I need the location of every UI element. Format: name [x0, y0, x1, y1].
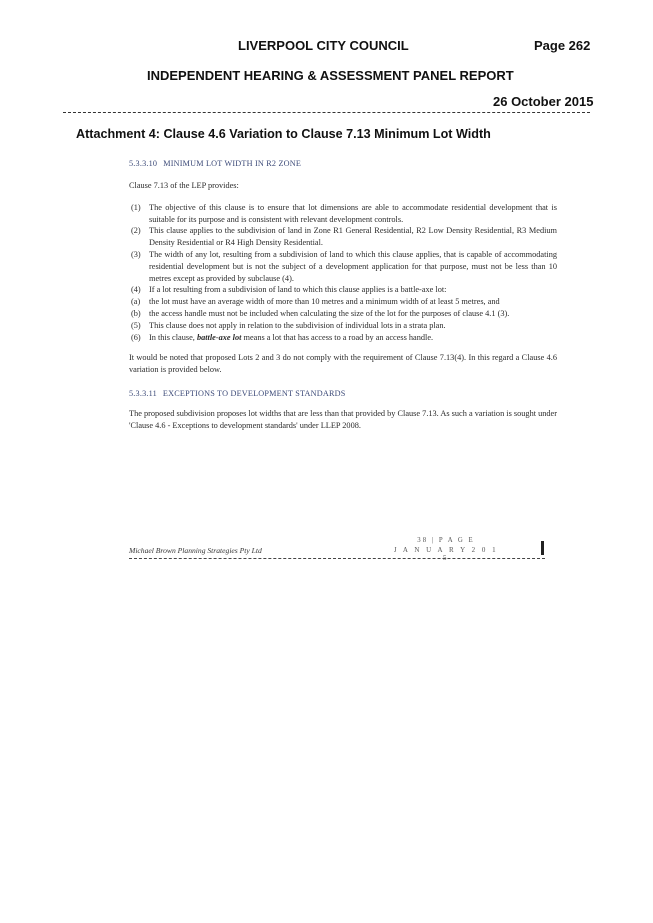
- excerpt-footer: [129, 536, 545, 562]
- section-title: MINIMUM LOT WIDTH IN R2 ZONE: [163, 159, 302, 168]
- item-text: This clause does not apply in relation to the subdivision of individual lots in a strata plan.: [149, 320, 446, 330]
- firm-name: Michael Brown Planning Strategies Pty Ltd: [129, 546, 262, 555]
- council-name: LIVERPOOL CITY COUNCIL: [238, 38, 409, 53]
- item-label: (5): [131, 320, 141, 330]
- section-heading: [129, 158, 557, 170]
- item-text: [149, 332, 557, 344]
- compliance-paragraph: It would be noted that proposed Lots 2 and 3 do not comply with the requirement of Clause 7.13(4). In this regard a Clause 4.6 variation is provided below.: [129, 353, 557, 375]
- item-label: (6): [131, 332, 141, 342]
- item-text: The objective of this clause is to ensure that lot dimensions are able to accommodate residential development that is suitable for its purpose and is consistent with relevant development controls.: [149, 202, 557, 224]
- section-title: EXCEPTIONS TO DEVELOPMENT STANDARDS: [162, 388, 346, 398]
- footer-date: J A N U A R Y 2 0 1 5: [393, 546, 499, 562]
- list-item: [129, 332, 557, 344]
- variation-paragraph: The proposed subdivision proposes lot widths that are less than that provided by Clause 7.13. As such a variation is sought under 'Clause 4.6 - Exceptions to development standards' under LLEP 2008.: [129, 408, 557, 430]
- header-divider: [63, 112, 590, 113]
- footer-page: 38 | P A G E: [417, 537, 475, 544]
- item-text: If a lot resulting from a subdivision of land to which this clause applies is a battle-axe lot:: [149, 285, 447, 295]
- intro-paragraph: Clause 7.13 of the LEP provides:: [129, 181, 239, 190]
- list-item: [129, 202, 557, 226]
- list-item: [129, 320, 557, 332]
- list-item: [129, 225, 557, 249]
- page-number: Page 262: [534, 38, 591, 53]
- list-item: [129, 284, 557, 296]
- defined-term: battle-axe lot: [196, 332, 242, 342]
- section-heading: [129, 388, 557, 400]
- item-label: (4): [131, 285, 141, 295]
- item-label: (b): [131, 308, 141, 318]
- item-text: the access handle must not be included when calculating the size of the lot for the purposes of clause 4.1 (3).: [149, 308, 510, 318]
- definition-lead: In this clause,: [149, 332, 197, 342]
- section-number: 5.3.3.10: [129, 159, 158, 168]
- report-title: INDEPENDENT HEARING & ASSESSMENT PANEL REPORT: [147, 68, 514, 83]
- item-label: (1): [131, 202, 141, 212]
- footer-mark: [541, 541, 544, 555]
- list-item: [129, 249, 557, 284]
- section-number: 5.3.3.11: [129, 388, 157, 398]
- item-text: the lot must have an average width of more than 10 metres and a minimum width of at least 5 metres, and: [149, 297, 500, 307]
- item-text: This clause applies to the subdivision of land in Zone R1 General Residential, R2 Low Density Residential, R3 Medium Density Residential or R4 High Density Residential.: [149, 226, 557, 248]
- item-label: (a): [131, 297, 141, 307]
- item-label: (3): [131, 249, 141, 259]
- list-item: [129, 296, 557, 308]
- clause-list: [129, 202, 557, 344]
- report-date: 26 October 2015: [493, 94, 594, 109]
- attachment-title: Attachment 4: Clause 4.6 Variation to Clause 7.13 Minimum Lot Width: [76, 127, 491, 141]
- list-item: [129, 308, 557, 320]
- definition-text: means a lot that has access to a road by an access handle.: [241, 332, 434, 342]
- item-text: The width of any lot, resulting from a subdivision of land to which this clause applies, that is capable of accommodating residential development but is not the subject of a development application for that purpose, must not be less than 10 metres except as provided by subclause (4).: [149, 249, 557, 283]
- item-label: (2): [131, 226, 141, 236]
- document-excerpt: [129, 158, 557, 432]
